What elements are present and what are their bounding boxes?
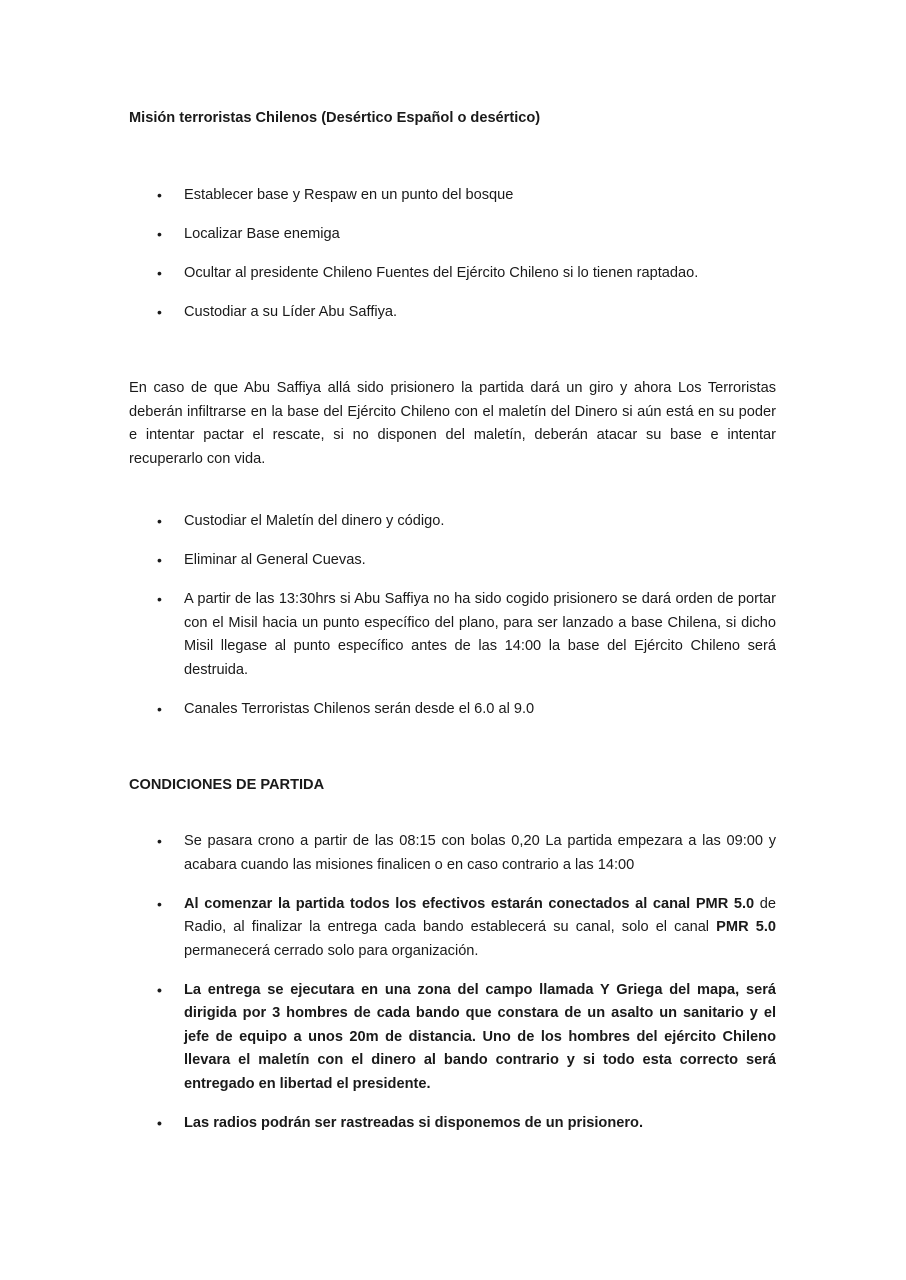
list-item: • La entrega se ejecutara en una zona del campo llamada Y Griega del mapa, será dirigida por 3 hombres de cada bando que constara de un asalto un sanitario y el jefe de equipo a unos 20m de distancia. Uno de los hombres del ejército Chileno llevara el maletín con el dinero al bando contrario y si todo esta correcto será entregado en libertad el presidente. (129, 979, 776, 1097)
conditions-list (129, 830, 776, 1135)
list-item: • Custodiar el Maletín del dinero y código. (129, 510, 776, 534)
bold-text: Al comenzar la partida todos los efectivos estarán conectados al canal PMR 5.0 (184, 895, 755, 912)
objectives-list (129, 184, 776, 324)
bold-text: PMR 5.0 (716, 919, 776, 935)
conditions-heading: CONDICIONES DE PARTIDA (129, 777, 325, 793)
list-item: • Canales Terroristas Chilenos serán desde el 6.0 al 9.0 (129, 698, 776, 722)
list-item: • Localizar Base enemiga (129, 223, 776, 247)
document-title: Misión terroristas Chilenos (Desértico Español o desértico) (129, 110, 541, 126)
objectives-list-2 (129, 510, 776, 721)
text: de Radio, al finalizar la entrega cada bando establecerá su canal, solo el canal (184, 895, 776, 935)
list-item: • Las radios podrán ser rastreadas si disponemos de un prisionero. (129, 1112, 776, 1136)
list-item: • Ocultar al presidente Chileno Fuentes del Ejército Chileno si lo tienen raptadao. (129, 262, 776, 286)
list-item: • A partir de las 13:30hrs si Abu Saffiya no ha sido cogido prisionero se dará orden de portar con el Misil hacia un punto específico del plano, para ser lanzado a base Chilena, si dicho Misil llegase al punto específico antes de las 14:00 la base del Ejército Chileno será destruida. (129, 588, 776, 682)
list-item: • Custodiar a su Líder Abu Saffiya. (129, 301, 776, 325)
scenario-paragraph: En caso de que Abu Saffiya allá sido prisionero la partida dará un giro y ahora Los Terroristas deberán infiltrarse en la base del Ejército Chileno con el maletín del Dinero si aún está en su poder e intentar pactar el rescate, si no disponen del maletín, deberán atacar su base e intentar recuperarlo con vida. (129, 380, 776, 467)
list-item (129, 893, 776, 964)
list-item: • Se pasara crono a partir de las 08:15 con bolas 0,20 La partida empezara a las 09:00 y acabara cuando las misiones finalicen o en caso contrario a las 14:00 (129, 830, 776, 877)
text: permanecerá cerrado solo para organización. (184, 942, 479, 959)
list-item: • Establecer base y Respaw en un punto del bosque (129, 184, 776, 208)
list-item: • Eliminar al General Cuevas. (129, 549, 776, 573)
